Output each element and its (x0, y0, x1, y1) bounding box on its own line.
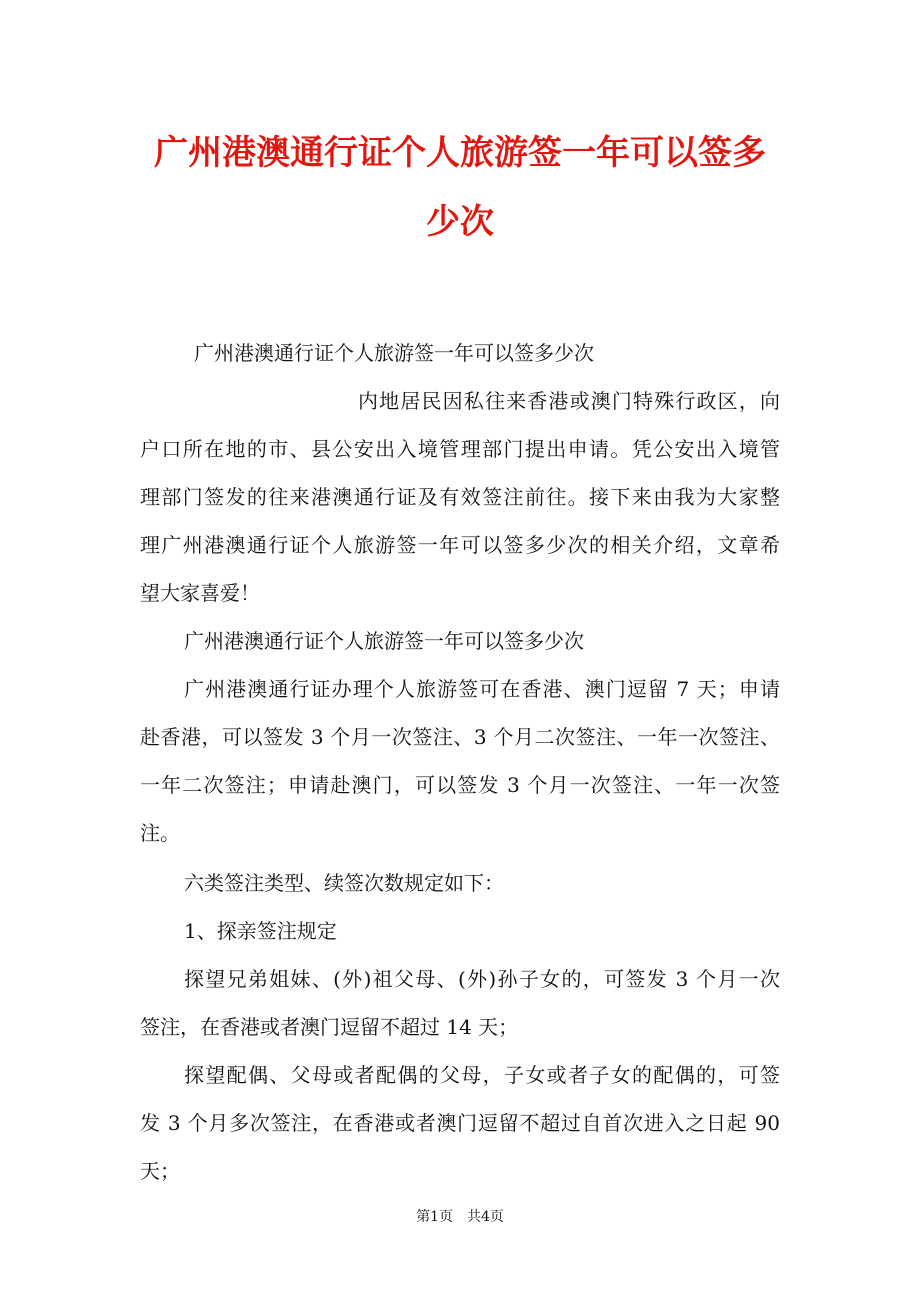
title-line-2: 少次 (426, 202, 494, 242)
body-line: 注。 (140, 821, 180, 845)
body-line: 一年二次签注；申请赴澳门，可以签发 3 个月一次签注、一年一次签 (140, 773, 780, 797)
body-line: 探望兄弟姐妹、(外)祖父母、(外)孙子女的，可签发 3 个月一次 (184, 967, 780, 991)
body-line: 探望配偶、父母或者配偶的父母，子女或者子女的配偶的，可签 (184, 1063, 780, 1087)
body-line: 六类签注类型、续签次数规定如下： (184, 871, 504, 895)
body-line: 内地居民因私往来香港或澳门特殊行政区，向 (358, 389, 780, 413)
paragraph-heading: 广州港澳通行证个人旅游签一年可以签多少次 (184, 629, 584, 653)
body-line: 发 3 个月多次签注，在香港或者澳门逗留不超过自首次进入之日起 90 (140, 1111, 780, 1135)
title-line-1: 广州港澳通行证个人旅游签一年可以签多 (154, 133, 766, 173)
section-heading: 1、探亲签注规定 (184, 919, 337, 943)
body-line: 天； (140, 1159, 180, 1183)
body-line: 广州港澳通行证办理个人旅游签可在香港、澳门逗留 7 天；申请 (184, 677, 780, 701)
body-line: 理部门签发的往来港澳通行证及有效签注前往。接下来由我为大家整 (140, 485, 780, 509)
paragraph-heading: 广州港澳通行证个人旅游签一年可以签多少次 (194, 341, 594, 365)
body-line: 望大家喜爱！ (140, 581, 260, 605)
page-footer: 第1页 共4页 (416, 1209, 504, 1225)
body-line: 户口所在地的市、县公安出入境管理部门提出申请。凭公安出入境管 (140, 437, 780, 461)
body-line: 赴香港，可以签发 3 个月一次签注、3 个月二次签注、一年一次签注、 (140, 725, 780, 749)
body-line: 签注，在香港或者澳门逗留不超过 14 天； (140, 1015, 519, 1039)
body-line: 理广州港澳通行证个人旅游签一年可以签多少次的相关介绍，文章希 (140, 533, 780, 557)
